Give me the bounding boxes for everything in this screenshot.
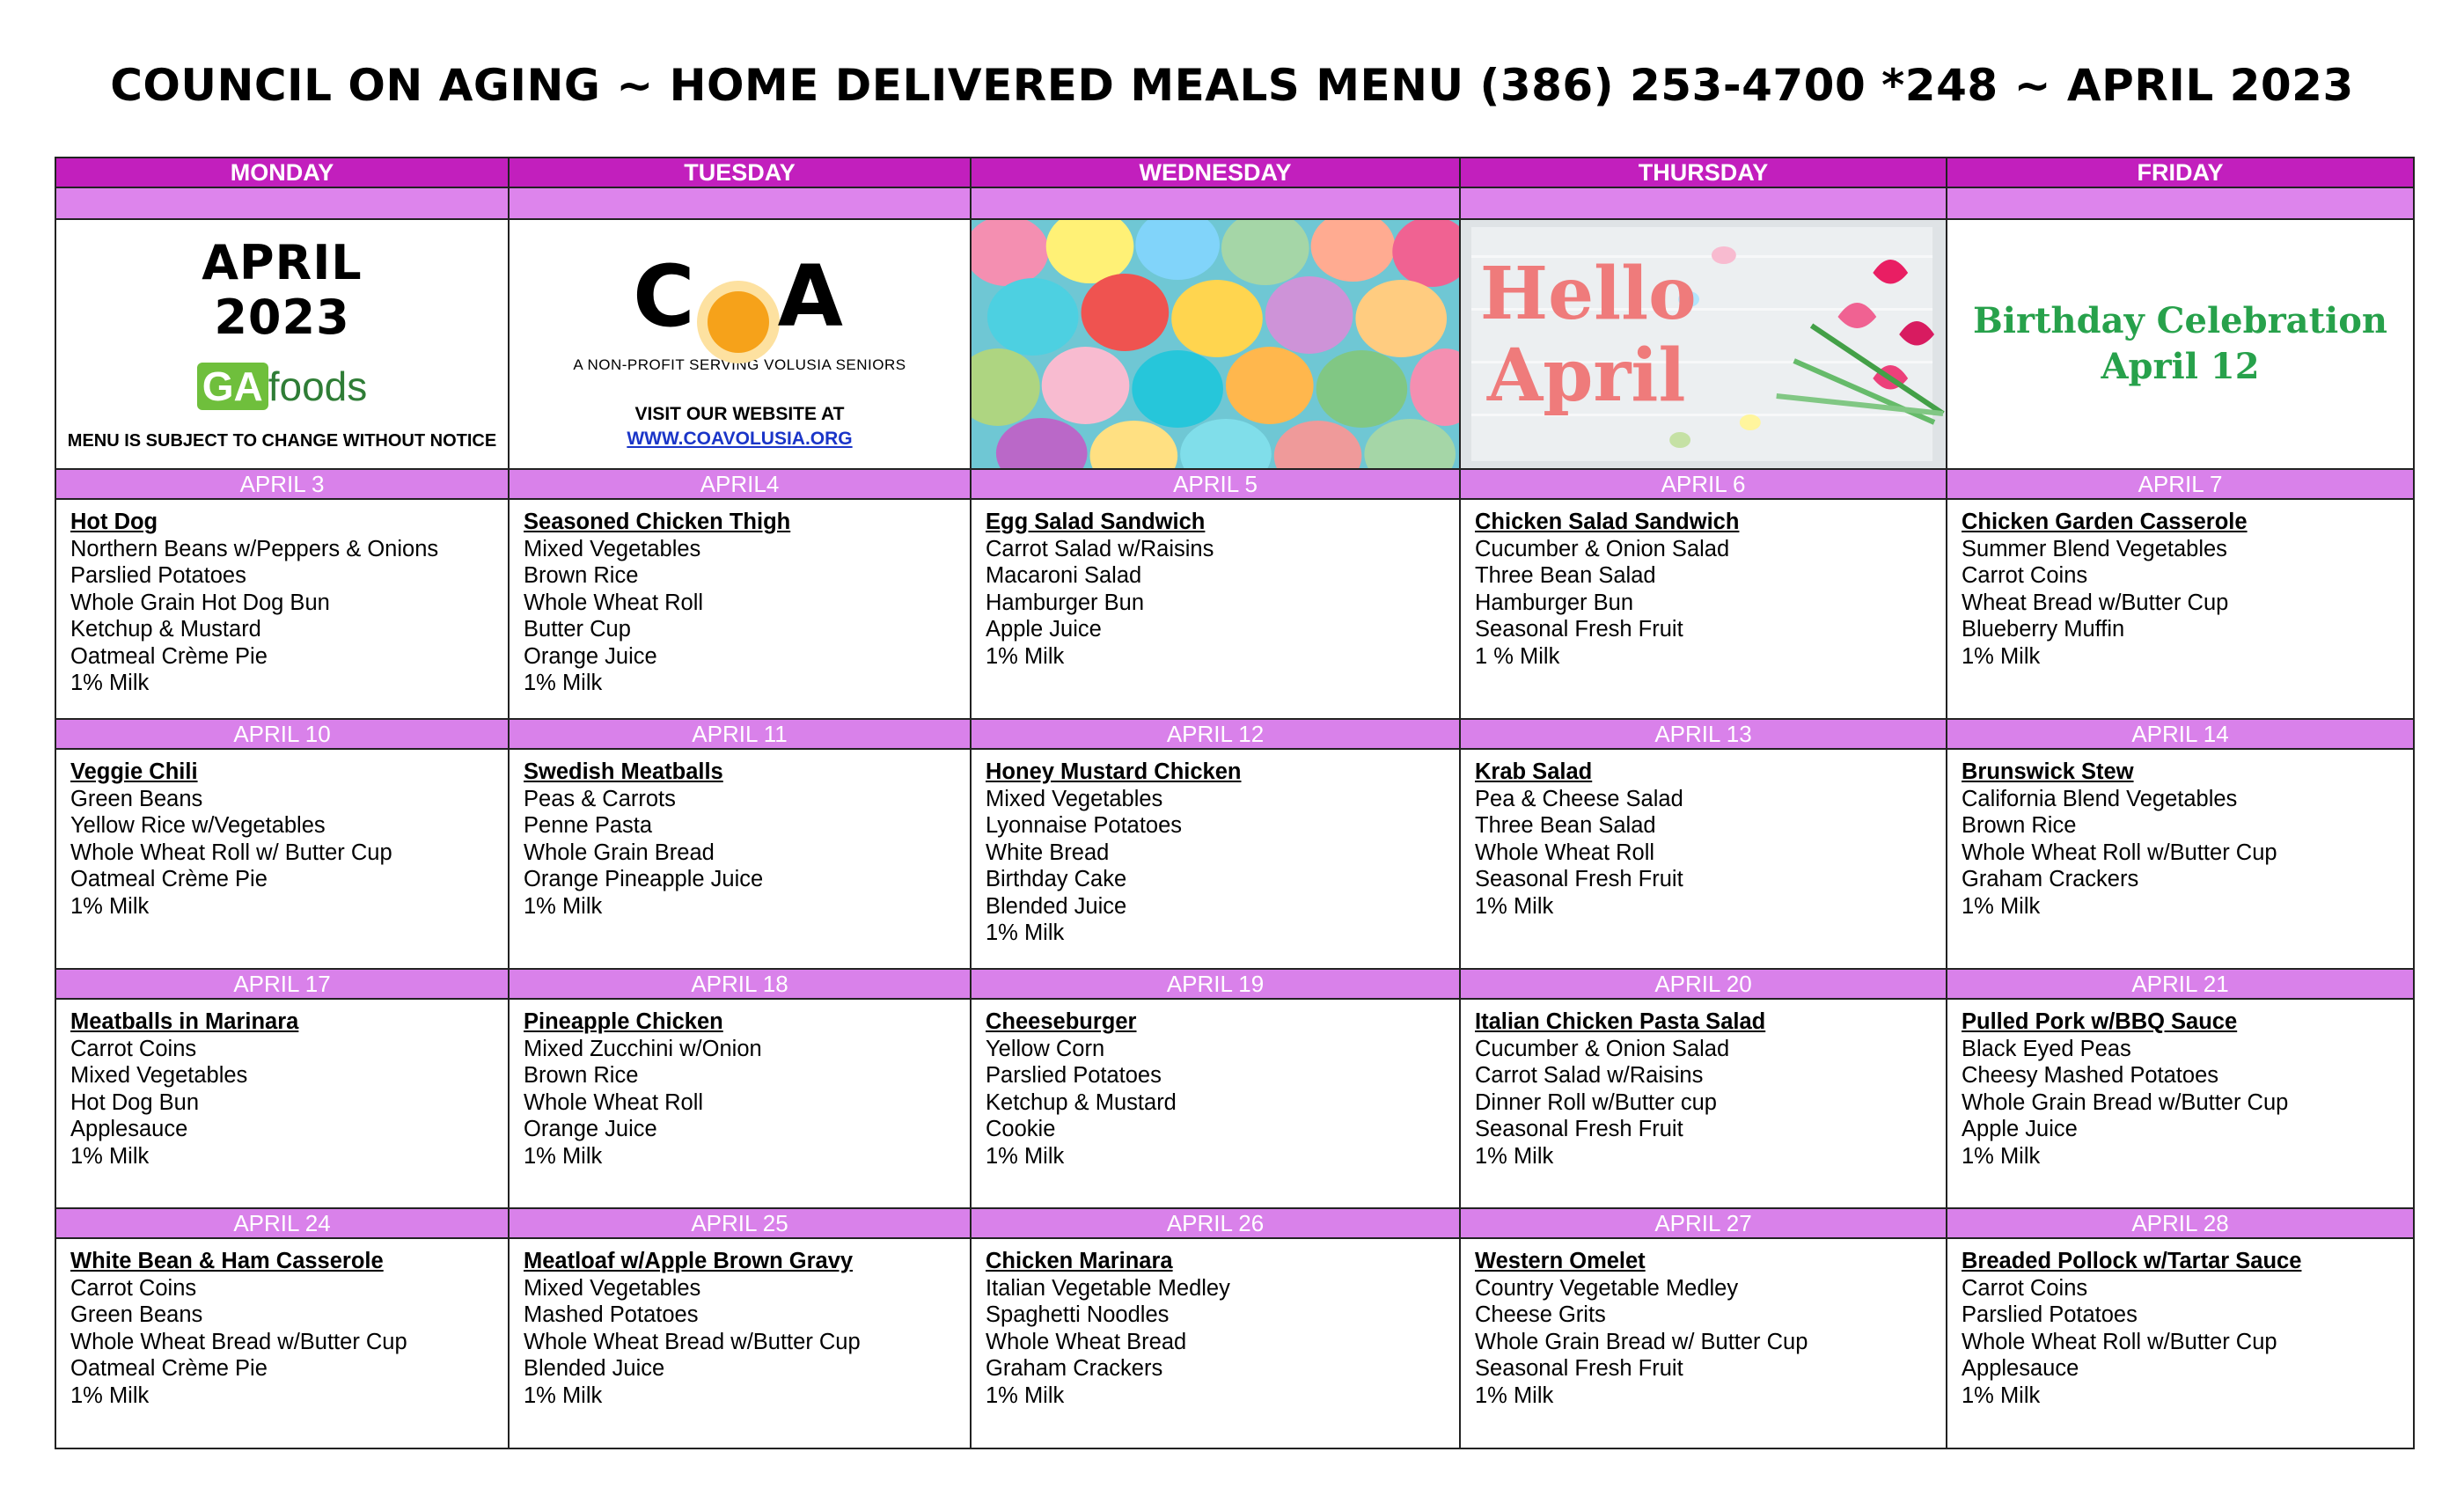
intro-wednesday bbox=[971, 219, 1460, 469]
entree-name: Western Omelet bbox=[1475, 1249, 1646, 1273]
meal-item: Parslied Potatoes bbox=[1962, 1302, 2138, 1327]
entree-name: Breaded Pollock w/Tartar Sauce bbox=[1962, 1249, 2302, 1273]
meal-item: Brown Rice bbox=[524, 563, 639, 588]
meal-item: Brown Rice bbox=[1962, 813, 2077, 838]
meals-row bbox=[55, 749, 2414, 969]
meal-item: Parslied Potatoes bbox=[70, 563, 246, 588]
date-cell: APRIL 18 bbox=[509, 969, 971, 999]
meal-item: Seasonal Fresh Fruit bbox=[1475, 1356, 1683, 1381]
spacer-row bbox=[55, 187, 2414, 219]
april-text: April bbox=[1486, 333, 1686, 419]
meal-cell bbox=[509, 1238, 971, 1448]
date-cell: APRIL 14 bbox=[1947, 719, 2414, 749]
meal-item: Mashed Potatoes bbox=[524, 1302, 699, 1327]
meal-item: Orange Juice bbox=[524, 1117, 657, 1141]
meal-cell bbox=[1460, 749, 1947, 969]
meal-item: Apple Juice bbox=[986, 617, 1102, 642]
meal-cell bbox=[509, 499, 971, 719]
meal-item: Birthday Cake bbox=[986, 867, 1127, 891]
meal-item: 1% Milk bbox=[1962, 643, 2041, 669]
meal-item: Whole Grain Bread w/Butter Cup bbox=[1962, 1089, 2289, 1115]
date-cell: APRIL 17 bbox=[55, 969, 509, 999]
meal-cell bbox=[55, 1238, 509, 1448]
date-cell: APRIL 21 bbox=[1947, 969, 2414, 999]
meal-item: Carrot Salad w/Raisins bbox=[986, 536, 1214, 561]
meal-item: Whole Grain Bread bbox=[524, 840, 715, 865]
meal-item: Graham Crackers bbox=[986, 1356, 1163, 1381]
meal-item: Peas & Carrots bbox=[524, 786, 676, 811]
menu-table bbox=[55, 157, 2415, 1449]
meal-item: Spaghetti Noodles bbox=[986, 1302, 1170, 1327]
meal-item: 1% Milk bbox=[70, 1143, 150, 1169]
meal-item: Cheesy Mashed Potatoes bbox=[1962, 1063, 2219, 1088]
meal-item: 1% Milk bbox=[70, 1382, 150, 1408]
date-cell: APRIL 10 bbox=[55, 719, 509, 749]
meal-item: Yellow Rice w/Vegetables bbox=[70, 813, 326, 838]
meal-item: Lyonnaise Potatoes bbox=[986, 813, 1183, 838]
meal-cell bbox=[1947, 999, 2414, 1208]
meal-item: 1% Milk bbox=[986, 1143, 1065, 1169]
meal-item: Brown Rice bbox=[524, 1063, 639, 1088]
day-header-row bbox=[55, 158, 2414, 187]
date-cell: APRIL4 bbox=[509, 469, 971, 499]
meal-item: Ketchup & Mustard bbox=[70, 617, 261, 642]
meal-item: Macaroni Salad bbox=[986, 563, 1142, 588]
date-cell: APRIL 24 bbox=[55, 1208, 509, 1238]
meals-row bbox=[55, 499, 2414, 719]
meal-item: Whole Wheat Bread w/Butter Cup bbox=[524, 1329, 861, 1354]
meal-cell bbox=[1947, 499, 2414, 719]
meal-item: Whole Grain Hot Dog Bun bbox=[70, 590, 330, 615]
entree-name: Egg Salad Sandwich bbox=[986, 510, 1206, 534]
meal-item: Hamburger Bun bbox=[1475, 590, 1634, 615]
meal-item: Green Beans bbox=[70, 786, 203, 811]
hello-april-image bbox=[1461, 220, 1946, 468]
day-header-friday: FRIDAY bbox=[1947, 158, 2414, 187]
entree-name: Cheeseburger bbox=[986, 1009, 1137, 1034]
meal-item: 1% Milk bbox=[524, 1143, 603, 1169]
sun-icon bbox=[708, 291, 769, 353]
meal-cell bbox=[509, 749, 971, 969]
page-title: COUNCIL ON AGING ~ HOME DELIVERED MEALS MENU (386) 253-4700 *248 ~ APRIL 2023 bbox=[110, 60, 2354, 111]
meal-item: Seasonal Fresh Fruit bbox=[1475, 617, 1683, 642]
day-header-wednesday: WEDNESDAY bbox=[971, 158, 1460, 187]
meal-item: 1% Milk bbox=[524, 1382, 603, 1408]
meal-item: Whole Wheat Roll bbox=[524, 1089, 704, 1115]
meal-item: 1% Milk bbox=[986, 1382, 1065, 1408]
entree-name: Chicken Marinara bbox=[986, 1249, 1173, 1273]
meal-item: Carrot Coins bbox=[1962, 563, 2088, 588]
date-cell: APRIL 25 bbox=[509, 1208, 971, 1238]
date-row bbox=[55, 969, 2414, 999]
meal-item: Mixed Zucchini w/Onion bbox=[524, 1036, 762, 1061]
meal-item: Mixed Vegetables bbox=[986, 786, 1163, 811]
meal-item: Hot Dog Bun bbox=[70, 1089, 200, 1115]
meal-item: Penne Pasta bbox=[524, 813, 653, 838]
meal-cell bbox=[1460, 999, 1947, 1208]
entree-name: Meatballs in Marinara bbox=[70, 1009, 299, 1034]
meal-item: Wheat Bread w/Butter Cup bbox=[1962, 590, 2229, 615]
meal-item: Whole Wheat Roll bbox=[524, 590, 704, 615]
meal-item: Whole Grain Bread w/ Butter Cup bbox=[1475, 1329, 1808, 1354]
date-cell: APRIL 12 bbox=[971, 719, 1460, 749]
meal-item: Whole Wheat Roll w/Butter Cup bbox=[1962, 840, 2277, 865]
entree-name: Seasoned Chicken Thigh bbox=[524, 510, 791, 534]
meal-item: Applesauce bbox=[70, 1117, 188, 1141]
meal-item: 1% Milk bbox=[1962, 1143, 2041, 1169]
meal-item: Whole Wheat Roll bbox=[1475, 840, 1655, 865]
meal-cell bbox=[1460, 1238, 1947, 1448]
meal-item: Carrot Coins bbox=[1962, 1275, 2088, 1301]
entree-name: Pineapple Chicken bbox=[524, 1009, 723, 1034]
meal-item: Mixed Vegetables bbox=[70, 1063, 248, 1088]
meal-item: Whole Wheat Roll w/Butter Cup bbox=[1962, 1329, 2277, 1354]
meal-cell bbox=[55, 499, 509, 719]
meal-cell bbox=[971, 749, 1460, 969]
meal-item: Whole Wheat Bread bbox=[986, 1329, 1187, 1354]
meal-item: Parslied Potatoes bbox=[986, 1063, 1162, 1088]
meal-cell bbox=[1947, 749, 2414, 969]
meal-item: Blueberry Muffin bbox=[1962, 617, 2125, 642]
day-header-tuesday: TUESDAY bbox=[509, 158, 971, 187]
meal-item: Oatmeal Crème Pie bbox=[70, 1356, 268, 1381]
meal-item: Cookie bbox=[986, 1117, 1056, 1141]
meal-cell bbox=[1460, 499, 1947, 719]
meal-item: 1% Milk bbox=[70, 671, 150, 695]
meal-item: 1% Milk bbox=[1475, 1382, 1554, 1408]
meal-item: Mixed Vegetables bbox=[524, 1275, 701, 1301]
meal-item: White Bread bbox=[986, 840, 1110, 865]
meal-item: Oatmeal Crème Pie bbox=[70, 867, 268, 891]
meal-item: 1% Milk bbox=[1962, 1382, 2041, 1408]
date-cell: APRIL 3 bbox=[55, 469, 509, 499]
meal-item: Orange Pineapple Juice bbox=[524, 867, 764, 891]
entree-name: Honey Mustard Chicken bbox=[986, 759, 1242, 784]
meal-item: Cheese Grits bbox=[1475, 1302, 1606, 1327]
date-cell: APRIL 27 bbox=[1460, 1208, 1947, 1238]
meal-item: Whole Wheat Bread w/Butter Cup bbox=[70, 1329, 407, 1354]
date-cell: APRIL 28 bbox=[1947, 1208, 2414, 1238]
date-cell: APRIL 19 bbox=[971, 969, 1460, 999]
hello-text: Hello bbox=[1479, 251, 1697, 337]
meal-cell bbox=[55, 999, 509, 1208]
meal-item: Seasonal Fresh Fruit bbox=[1475, 867, 1683, 891]
date-row bbox=[55, 1208, 2414, 1238]
meal-item: 1% Milk bbox=[524, 671, 603, 695]
ga-foods-logo: GA foods bbox=[56, 363, 508, 410]
intro-thursday bbox=[1460, 219, 1947, 469]
meal-item: 1 % Milk bbox=[1475, 643, 1560, 669]
meal-item: 1% Milk bbox=[524, 893, 603, 919]
day-header-monday: MONDAY bbox=[55, 158, 509, 187]
meal-item: Yellow Corn bbox=[986, 1036, 1105, 1061]
meal-item: Graham Crackers bbox=[1962, 867, 2139, 891]
date-cell: APRIL 20 bbox=[1460, 969, 1947, 999]
entree-name: Swedish Meatballs bbox=[524, 759, 723, 784]
meal-item: 1% Milk bbox=[1475, 1143, 1554, 1169]
date-row bbox=[55, 719, 2414, 749]
meal-item: Mixed Vegetables bbox=[524, 536, 701, 561]
website-link[interactable]: WWW.COAVOLUSIA.ORG bbox=[627, 429, 853, 449]
date-cell: APRIL 26 bbox=[971, 1208, 1460, 1238]
meal-item: 1% Milk bbox=[1475, 893, 1554, 919]
entree-name: Chicken Salad Sandwich bbox=[1475, 510, 1740, 534]
meal-item: Seasonal Fresh Fruit bbox=[1475, 1117, 1683, 1141]
meal-item: Northern Beans w/Peppers & Onions bbox=[70, 536, 439, 561]
coa-tagline: A NON-PROFIT SERVING VOLUSIA SENIORS bbox=[573, 356, 906, 373]
meal-item: 1% Milk bbox=[70, 893, 150, 919]
meals-row bbox=[55, 1238, 2414, 1448]
meal-item: Orange Juice bbox=[524, 643, 657, 669]
date-cell: APRIL 5 bbox=[971, 469, 1460, 499]
meal-item: Dinner Roll w/Butter cup bbox=[1475, 1089, 1717, 1115]
meal-item: Three Bean Salad bbox=[1475, 813, 1656, 838]
meal-item: Oatmeal Crème Pie bbox=[70, 643, 268, 669]
meal-cell bbox=[971, 999, 1460, 1208]
intro-tuesday bbox=[509, 219, 971, 469]
entree-name: Krab Salad bbox=[1475, 759, 1593, 784]
meals-row bbox=[55, 999, 2414, 1208]
entree-name: Hot Dog bbox=[70, 510, 158, 534]
entree-name: Pulled Pork w/BBQ Sauce bbox=[1962, 1009, 2238, 1034]
meal-item: Ketchup & Mustard bbox=[986, 1089, 1177, 1115]
day-header-thursday: THURSDAY bbox=[1460, 158, 1947, 187]
intro-friday bbox=[1947, 219, 2414, 469]
date-cell: APRIL 6 bbox=[1460, 469, 1947, 499]
easter-eggs-image bbox=[972, 220, 1459, 468]
meal-item: Blended Juice bbox=[524, 1356, 665, 1381]
entree-name: Veggie Chili bbox=[70, 759, 198, 784]
meal-item: Black Eyed Peas bbox=[1962, 1036, 2131, 1061]
meal-item: Carrot Coins bbox=[70, 1275, 197, 1301]
meal-cell bbox=[971, 499, 1460, 719]
entree-name: Brunswick Stew bbox=[1962, 759, 2134, 784]
meal-item: Country Vegetable Medley bbox=[1475, 1275, 1739, 1301]
entree-name: Italian Chicken Pasta Salad bbox=[1475, 1009, 1766, 1034]
entree-name: Chicken Garden Casserole bbox=[1962, 510, 2248, 534]
date-row bbox=[55, 469, 2414, 499]
date-cell: APRIL 11 bbox=[509, 719, 971, 749]
meal-item: Cucumber & Onion Salad bbox=[1475, 1036, 1730, 1061]
meal-item: Cucumber & Onion Salad bbox=[1475, 536, 1730, 561]
date-cell: APRIL 7 bbox=[1947, 469, 2414, 499]
entree-name: White Bean & Ham Casserole bbox=[70, 1249, 384, 1273]
meal-item: California Blend Vegetables bbox=[1962, 786, 2238, 811]
visit-text: VISIT OUR WEBSITE AT bbox=[634, 404, 845, 424]
meal-item: 1% Milk bbox=[986, 920, 1065, 945]
meal-cell bbox=[1947, 1238, 2414, 1448]
intro-row bbox=[55, 219, 2414, 469]
meal-item: 1% Milk bbox=[1962, 893, 2041, 919]
meal-item: Green Beans bbox=[70, 1302, 203, 1327]
meal-item: Hamburger Bun bbox=[986, 590, 1145, 615]
month-heading: APRIL 2023 bbox=[202, 235, 363, 345]
coa-logo: C A bbox=[510, 244, 970, 349]
meal-item: Pea & Cheese Salad bbox=[1475, 786, 1683, 811]
change-notice: MENU IS SUBJECT TO CHANGE WITHOUT NOTICE bbox=[67, 431, 497, 451]
meal-cell bbox=[971, 1238, 1460, 1448]
meal-item: 1% Milk bbox=[986, 643, 1065, 669]
meal-item: Butter Cup bbox=[524, 617, 631, 642]
meal-item: Blended Juice bbox=[986, 893, 1127, 919]
entree-name: Meatloaf w/Apple Brown Gravy bbox=[524, 1249, 854, 1273]
meal-item: Carrot Coins bbox=[70, 1036, 197, 1061]
meal-item: Whole Wheat Roll w/ Butter Cup bbox=[70, 840, 392, 865]
intro-monday bbox=[55, 219, 509, 469]
date-cell: APRIL 13 bbox=[1460, 719, 1947, 749]
meal-item: Three Bean Salad bbox=[1475, 563, 1656, 588]
meal-cell bbox=[509, 999, 971, 1208]
meal-item: Summer Blend Vegetables bbox=[1962, 536, 2227, 561]
meal-item: Italian Vegetable Medley bbox=[986, 1275, 1230, 1301]
meal-item: Apple Juice bbox=[1962, 1117, 2078, 1141]
meal-cell bbox=[55, 749, 509, 969]
meal-item: Applesauce bbox=[1962, 1356, 2079, 1381]
birthday-celebration: Birthday Celebration April 12 bbox=[1972, 300, 2387, 387]
meal-item: Carrot Salad w/Raisins bbox=[1475, 1063, 1704, 1088]
